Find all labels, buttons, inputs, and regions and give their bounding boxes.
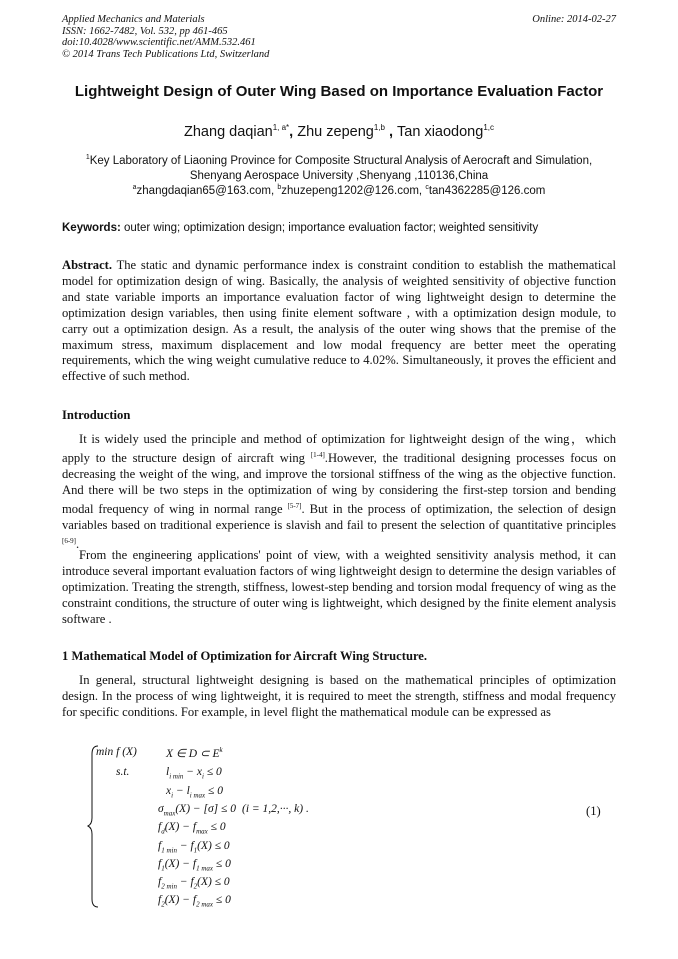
paragraph-text: . (76, 537, 80, 551)
issn-line: ISSN: 1662-7482, Vol. 532, pp 461-465 (62, 25, 228, 37)
keywords-text: outer wing; optimization design; importance evaluation factor; weighted sensitivity (120, 222, 539, 234)
email-superscript: c (425, 184, 429, 191)
section-heading: 1 Mathematical Model of Optimization for Aircraft Wing Structure. (62, 649, 428, 663)
author-name: Zhu zepeng (297, 123, 374, 140)
constraint-line: $f_1(X) - f_{1 max} \le 0$ (158, 858, 231, 873)
email-list (62, 184, 616, 197)
constraint-line: $\sigma_{max}(X) - [\sigma] \le 0$ (158, 803, 236, 818)
equation-block (86, 744, 626, 909)
abstract-label: Abstract. (62, 258, 113, 272)
paragraph-text: .However, the traditional designing processes focus on decreasing the weight of the wing, and improve the torsional stiffness of the wing as the objective function. And there will be two steps in the optimization of wing by considering the first-step torsion and bending modal frequency of wing in normal range (62, 451, 616, 516)
email-address[interactable]: zhuzepeng1202@126.com, (281, 184, 426, 197)
objective-min: min f (X) (96, 746, 137, 758)
introduction-heading: Introduction (62, 408, 131, 422)
doi-line: doi:10.4028/www.scientific.net/AMM.532.461 (62, 37, 256, 48)
online-date: Online: 2014-02-27 (532, 14, 616, 25)
domain-constraint: X ∈ D ⊂ $E^k$ (166, 746, 223, 760)
copyright-line: © 2014 Trans Tech Publications Ltd, Switzerland (62, 48, 270, 60)
constraint-line: $f_{2 min} - f_2(X) \le 0$ (158, 876, 230, 891)
email-superscript: a (132, 184, 137, 191)
author-superscript: 1,c (483, 123, 494, 132)
email-address[interactable]: zhangdaqian65@163.com, (136, 184, 278, 197)
citation[interactable]: [1-4] (310, 450, 325, 459)
author-separator: , (384, 123, 398, 140)
equation-number: (1) (586, 804, 601, 818)
keywords (62, 222, 616, 234)
constraint-line: $f_d(X) - f_{max} \le 0$ (158, 821, 226, 836)
introduction-paragraph: From the engineering applications' point of view, with a weighted sensitivity analysis method, it can introduce several important evaluation factors of wing lightweight design to determine the design variables of optimization. Treating the strength, stiffness, lowest-step bending and torsion modal frequency of wing as the constraint conditions, the structure of outer wing is lightweight, which designed by the finite element analysis software . (62, 548, 616, 626)
section-paragraph: In general, structural lightweight designing is based on the mathematical principles of optimization design. In the process of wing lightweight, it is required to meet the strength, stiffness and modal frequency for specific conditions. For example, in level flight the mathematical module can be expressed as (62, 673, 616, 719)
author-name: Tan xiaodong (397, 123, 484, 140)
author-list (62, 123, 616, 140)
constraint-line: $f_2(X) - f_{2 max} \le 0$ (158, 894, 231, 909)
paper-title: Lightweight Design of Outer Wing Based on Importance Evaluation Factor (74, 83, 604, 100)
affiliation (62, 150, 616, 184)
keywords-label: Keywords: (62, 222, 121, 234)
email-address[interactable]: tan4362285@126.com (428, 184, 546, 197)
subject-to-label: s.t. (116, 766, 130, 778)
affiliation-line: Shenyang Aerospace University ,Shenyang ,110136,China (189, 169, 489, 182)
citation[interactable]: [5-7] (287, 501, 302, 510)
abstract-text: The static and dynamic performance index is constraint condition to establish the mathematical model for optimization design of wing. Basically, the analysis of weighted sensitivity of objective function and state variable imports an importance evaluation factor of wing lightweight design to determine the optimization design variables, then using finite element software , with a optimization design module, to carry out a optimization design. As a result, the analysis of the outer wing shows that the premise of the maximum stress, maximum displacement and low modal frequency are better meet the operating requirements, which the wing weight cumulative reduce to 4.02%. Simultaneously, it proves the efficient and effective of such method. (62, 258, 616, 384)
journal-name: Applied Mechanics and Materials (62, 14, 205, 25)
email-superscript: b (277, 184, 282, 191)
constraint-line: $x_i - l_{i max} \le 0$ (166, 785, 223, 800)
paragraph-text: . But in the process of optimization, the selection of design variables based on traditional experience is slavish and fail to present the selection of quantitative principles (62, 502, 617, 532)
left-brace (86, 744, 102, 909)
author-superscript: 1,b (373, 123, 385, 132)
constraint-line: $l_{i min} - x_i \le 0$ (166, 766, 222, 781)
citation[interactable]: [6-9] (62, 536, 76, 545)
affiliation-line: Key Laboratory of Liaoning Province for Composite Structural Analysis of Aerocraft and Simulation, (89, 154, 593, 167)
author-name: Zhang daqian (184, 123, 273, 140)
index-range: (i = 1,2,···, k) . (242, 803, 309, 815)
paragraph-text: It is widely used the principle and method of optimization for lightweight design of the wing，which apply to the structure design of aircraft wing (62, 432, 616, 466)
affiliation-superscript: 1 (85, 154, 90, 161)
abstract (62, 258, 616, 385)
author-separator: , (289, 123, 298, 140)
introduction-paragraph (62, 432, 616, 553)
journal-header (62, 14, 269, 60)
author-superscript: 1, a* (272, 123, 290, 132)
constraint-line: $f_{1 min} - f_1(X) \le 0$ (158, 840, 230, 855)
